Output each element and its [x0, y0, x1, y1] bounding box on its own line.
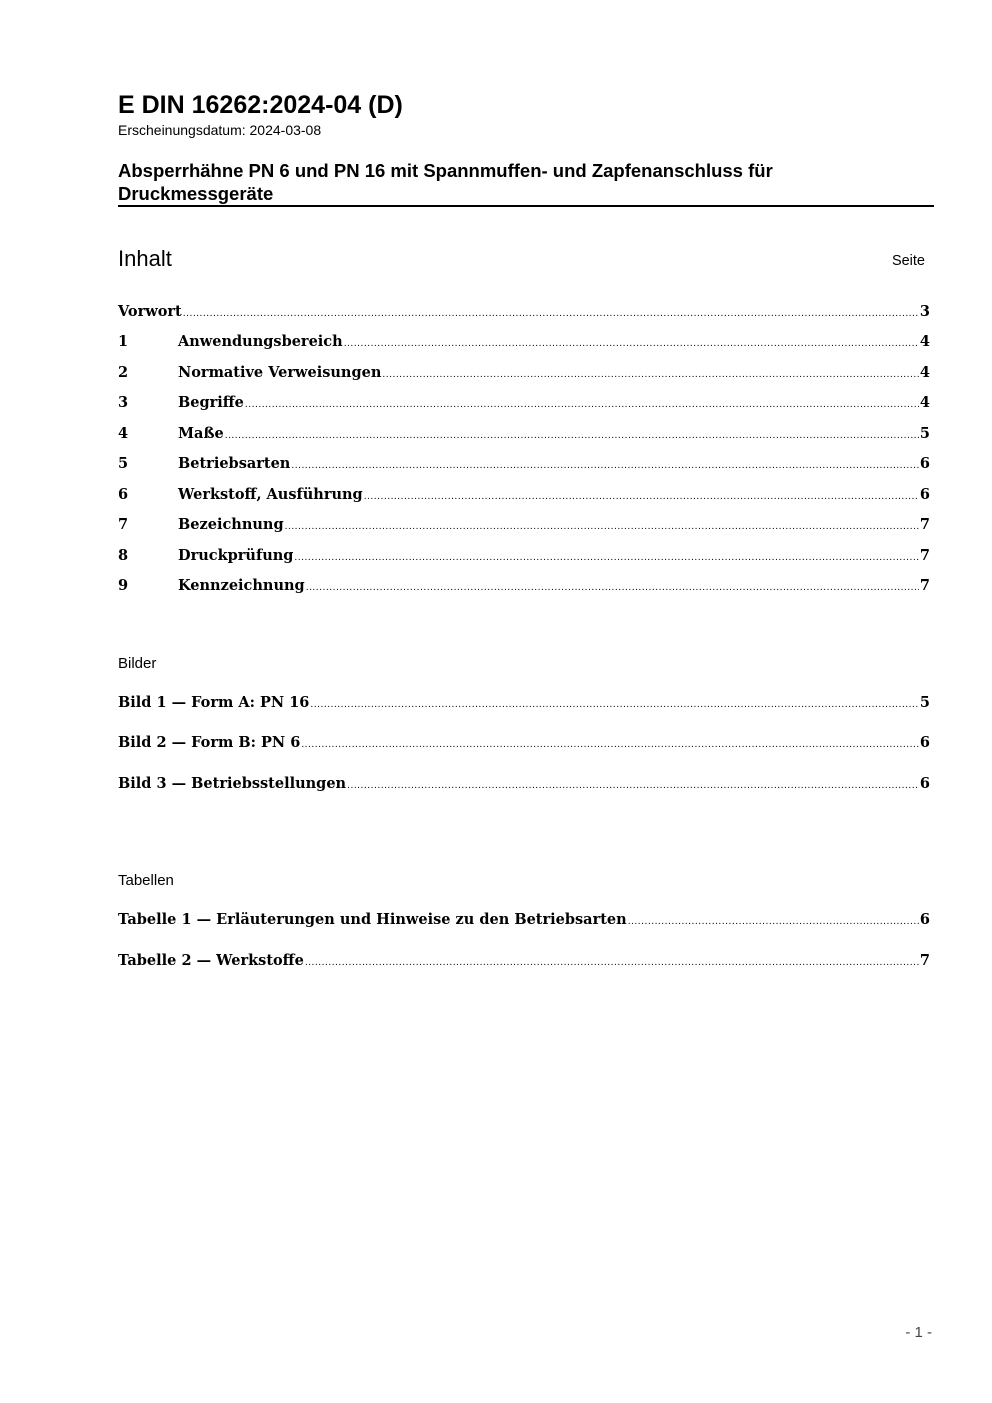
- toc-entry-page: 6: [919, 455, 930, 472]
- toc-entry-number: 8: [118, 547, 129, 564]
- toc-entry-page: 3: [919, 303, 930, 320]
- toc-entry-page: 5: [919, 425, 930, 442]
- dot-leader: [225, 426, 919, 446]
- toc-entry-number: 3: [118, 394, 129, 411]
- table-entry[interactable]: [118, 910, 930, 930]
- toc-entry[interactable]: [118, 332, 930, 352]
- toc-entry[interactable]: [118, 302, 930, 322]
- toc-entry[interactable]: [118, 485, 930, 505]
- dot-leader: [382, 365, 919, 385]
- toc-entry[interactable]: [118, 393, 930, 413]
- toc-entry[interactable]: [118, 515, 930, 535]
- toc-entry[interactable]: [118, 454, 930, 474]
- figure-entry[interactable]: [118, 693, 930, 713]
- toc-entry-text: Maße: [178, 425, 224, 442]
- table-entry[interactable]: [118, 951, 930, 971]
- dot-leader: [305, 953, 919, 973]
- toc-entry-number: 1: [118, 333, 129, 350]
- toc-entry-page: 4: [919, 333, 930, 350]
- dot-leader: [310, 695, 919, 715]
- toc-entry-text: Druckprüfung: [178, 547, 294, 564]
- dot-leader: [364, 487, 919, 507]
- toc-entry-text: Betriebsarten: [178, 455, 291, 472]
- dot-leader: [294, 548, 918, 568]
- dot-leader: [245, 395, 919, 415]
- table-entry-text: Tabelle 1 — Erläuterungen und Hinweise zu den Betriebsarten: [118, 911, 627, 928]
- toc-entry-page: 7: [919, 547, 930, 564]
- toc-entry-number: 5: [118, 455, 129, 472]
- toc-entry-number: 7: [118, 516, 129, 533]
- toc-entry-page: 4: [919, 394, 930, 411]
- figure-entry[interactable]: [118, 774, 930, 794]
- toc-entry-page: 6: [919, 486, 930, 503]
- dot-leader: [183, 304, 919, 324]
- toc-entry-text: Anwendungsbereich: [178, 333, 343, 350]
- figure-entry-text: Bild 1 — Form A: PN 16: [118, 694, 310, 711]
- dot-leader: [628, 912, 919, 932]
- figures-label: Bilder: [118, 655, 157, 672]
- page-number: - 1 -: [905, 1324, 932, 1341]
- toc-entry-page: 7: [919, 577, 930, 594]
- page-column-label: Seite: [891, 253, 925, 269]
- toc-entry[interactable]: [118, 363, 930, 383]
- dot-leader: [347, 776, 919, 796]
- figure-entry-text: Bild 3 — Betriebsstellungen: [118, 775, 347, 792]
- figure-entry-page: 6: [919, 734, 930, 751]
- toc-entry-text: Begriffe: [178, 394, 244, 411]
- document-id: E DIN 16262:2024-04 (D): [118, 91, 403, 119]
- toc-entry-number: 2: [118, 364, 129, 381]
- toc-entry-text: Werkstoff, Ausführung: [178, 486, 363, 503]
- toc-entry[interactable]: [118, 424, 930, 444]
- table-entry-page: 6: [919, 911, 930, 928]
- figure-entry-text: Bild 2 — Form B: PN 6: [118, 734, 301, 751]
- toc-entry-number: 4: [118, 425, 129, 442]
- toc-entry-text: Vorwort: [118, 303, 182, 320]
- toc-entry[interactable]: [118, 546, 930, 566]
- toc-entry-text: Kennzeichnung: [178, 577, 305, 594]
- dot-leader: [285, 517, 919, 537]
- toc-entry-number: 9: [118, 577, 129, 594]
- toc-entry-text: Bezeichnung: [178, 516, 284, 533]
- table-entry-text: Tabelle 2 — Werkstoffe: [118, 952, 304, 969]
- toc-entry[interactable]: [118, 576, 930, 596]
- toc-entry-number: 6: [118, 486, 129, 503]
- title-divider: [118, 205, 934, 207]
- figure-entry-page: 5: [919, 694, 930, 711]
- document-title: Absperrhähne PN 6 und PN 16 mit Spannmuffen- und Zapfenanschluss für Druckmessgeräte: [118, 160, 773, 204]
- figure-entry-page: 6: [919, 775, 930, 792]
- dot-leader: [301, 735, 919, 755]
- toc-entry-text: Normative Verweisungen: [178, 364, 382, 381]
- publication-date: Erscheinungsdatum: 2024-03-08: [118, 122, 322, 138]
- figure-entry[interactable]: [118, 733, 930, 753]
- toc-entry-page: 7: [919, 516, 930, 533]
- toc-entry-page: 4: [919, 364, 930, 381]
- table-entry-page: 7: [919, 952, 930, 969]
- dot-leader: [306, 578, 919, 598]
- tables-label: Tabellen: [118, 872, 174, 889]
- dot-leader: [344, 334, 919, 354]
- dot-leader: [291, 456, 919, 476]
- toc-heading: Inhalt: [118, 246, 172, 271]
